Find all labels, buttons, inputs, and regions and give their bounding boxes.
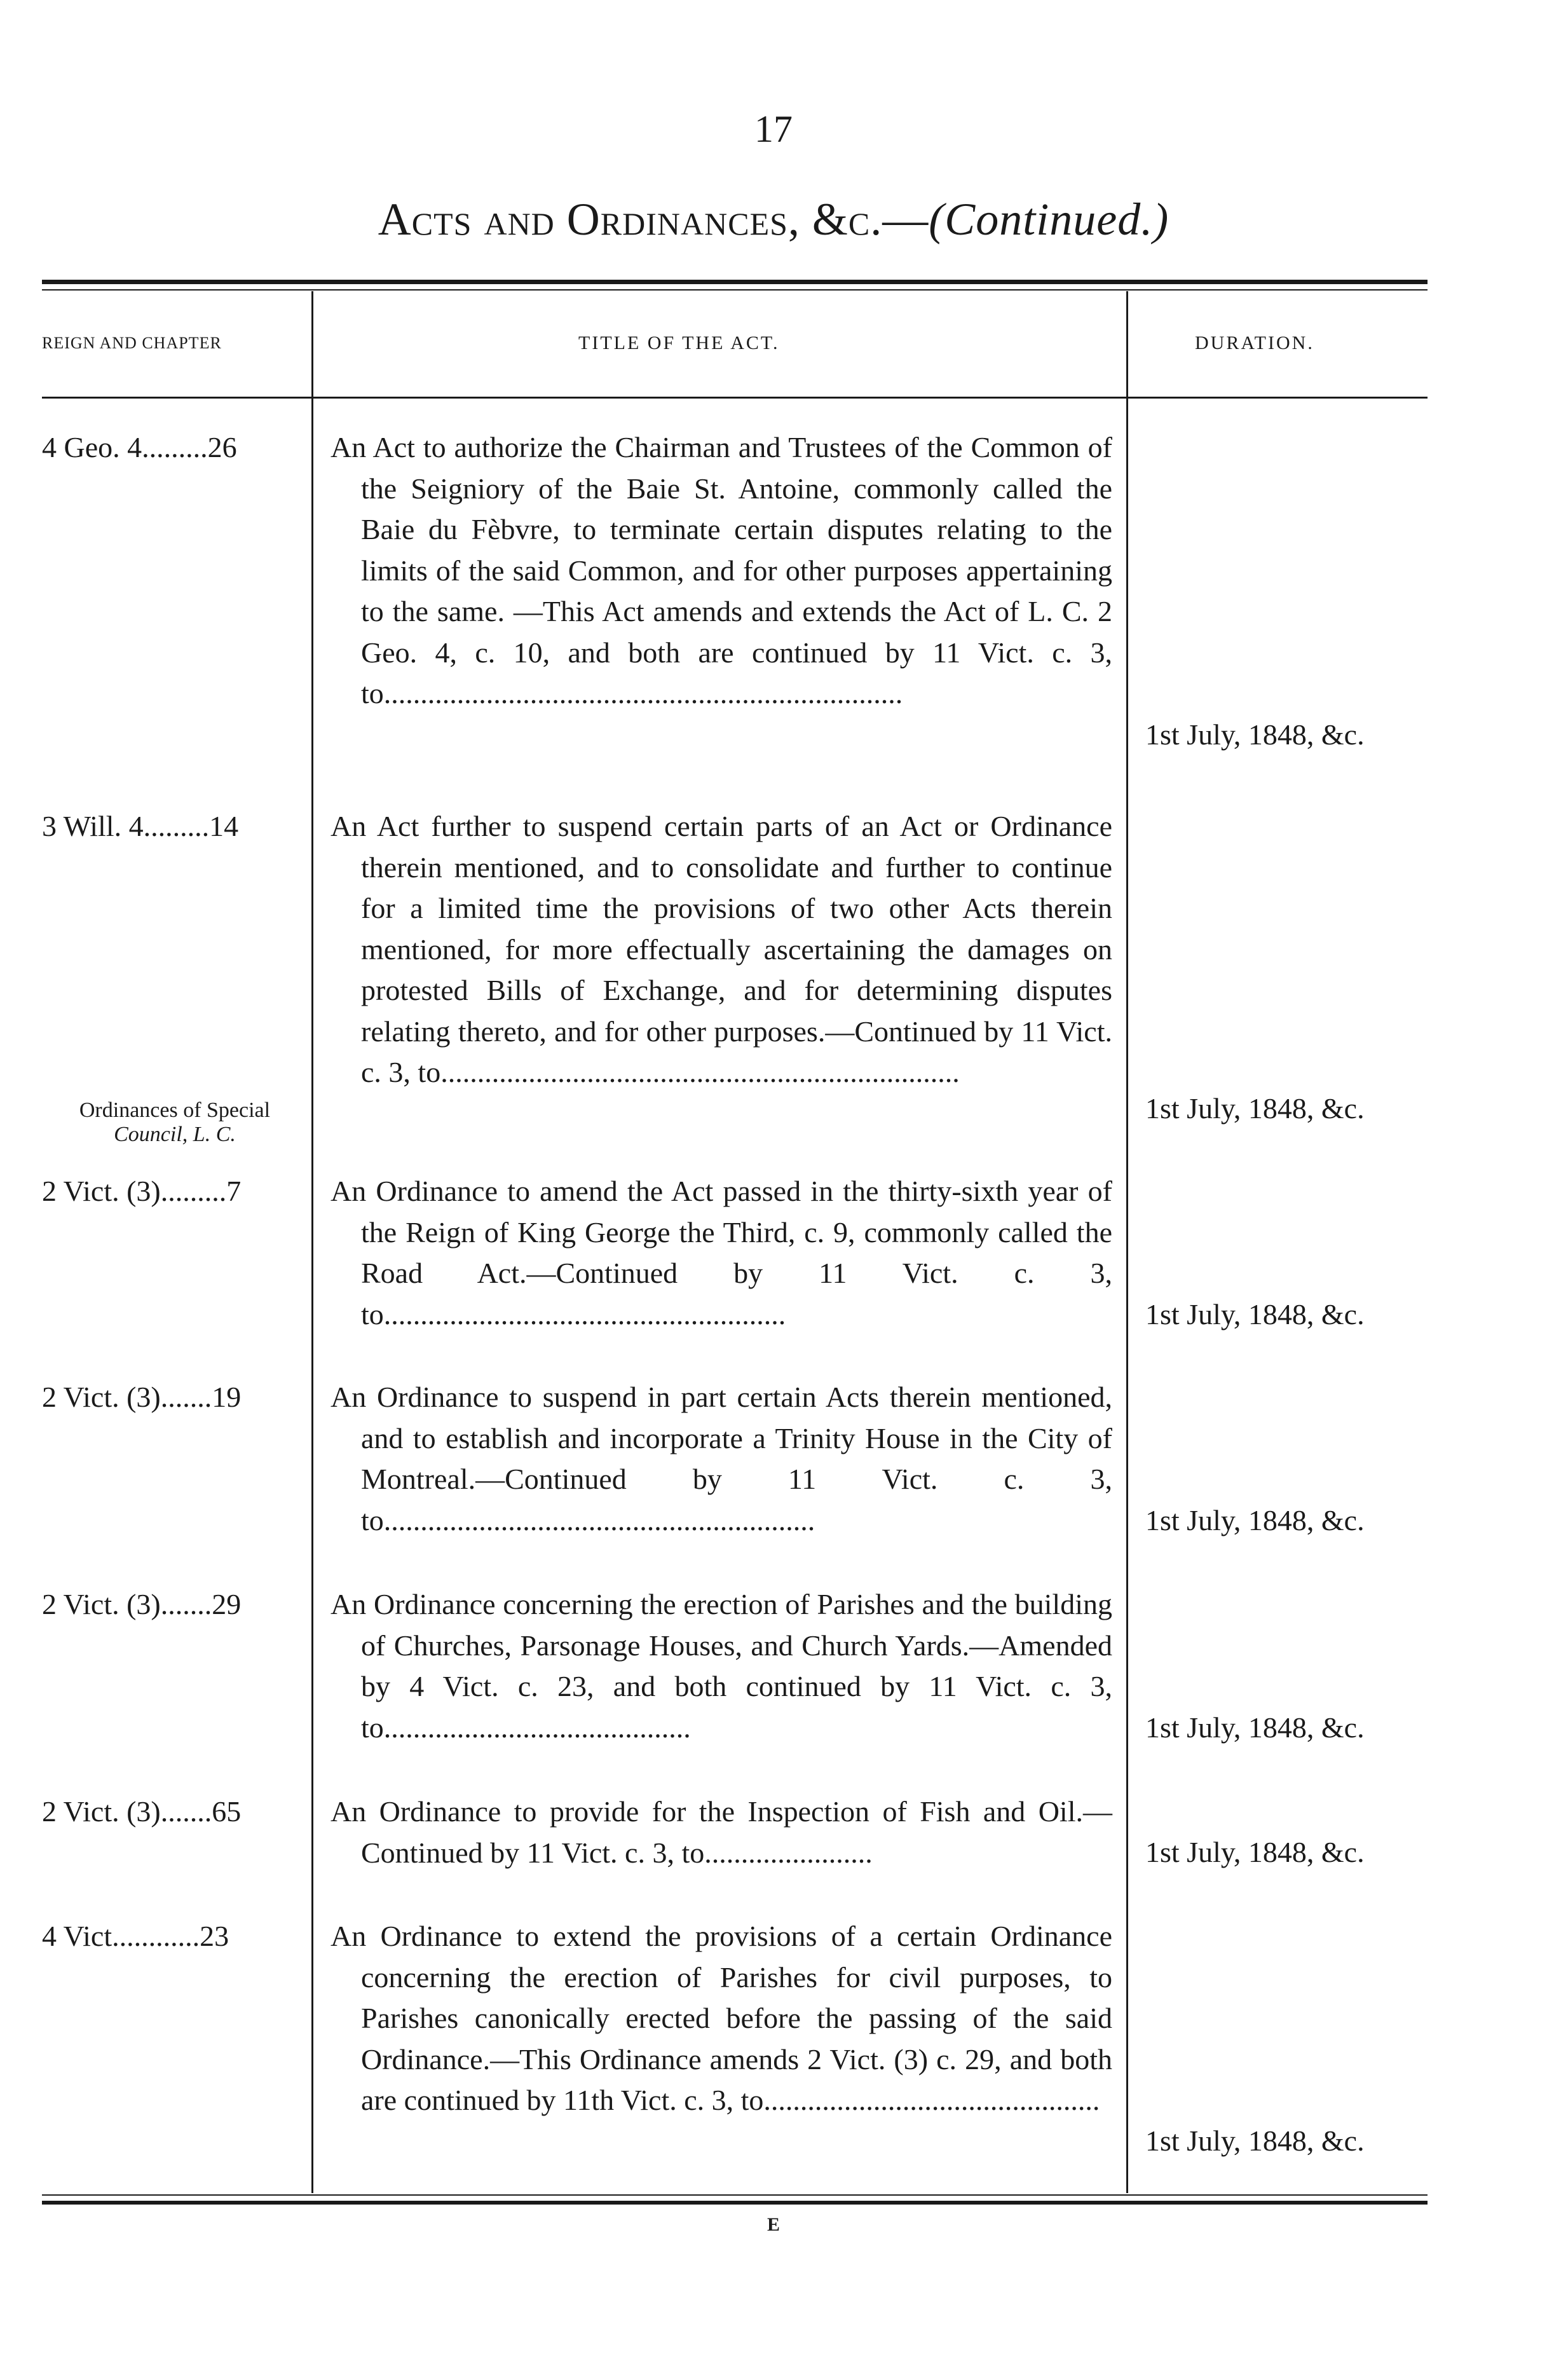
reign-chapter: 4 Vict............23 <box>42 1920 229 1952</box>
duration: 1st July, 1848, &c. <box>1145 1092 1365 1125</box>
column-header-duration: DURATION. <box>1195 332 1314 353</box>
section-heading-line2: Council, L. C. <box>114 1123 236 1146</box>
reign-chapter: 2 Vict. (3).........7 <box>42 1175 242 1207</box>
act-title: An Act further to suspend certain parts of an Act or Ordinance therein mentioned, and to consolidate and further to continue for a limited time the provisions of two other Acts therein mentioned, for more effectually ascertaining the damages on protested Bills of Exchange, and for determining disputes relating thereto, and for other purposes.—Continued by 11 Vict. c. 3, to....................................................................... <box>331 810 1112 1088</box>
header-rule <box>42 397 1428 399</box>
section-heading <box>38 1098 311 1147</box>
act-title: An Ordinance to provide for the Inspection of Fish and Oil.—Continued by 11 Vict. c. 3, to....................... <box>331 1795 1112 1869</box>
duration: 1st July, 1848, &c. <box>1145 1711 1365 1744</box>
act-title: An Ordinance to suspend in part certain Acts therein mentioned, and to establish and incorporate a Trinity House in the City of Montreal.—Continued by 11 Vict. c. 3, to........................................................... <box>331 1381 1112 1536</box>
duration: 1st July, 1848, &c. <box>1145 718 1365 751</box>
page-heading <box>0 191 1547 248</box>
column-divider-left <box>311 291 313 2193</box>
bottom-thick-rule <box>42 2201 1428 2205</box>
signature-mark: E <box>767 2214 780 2235</box>
reign-chapter: 2 Vict. (3).......29 <box>42 1588 242 1620</box>
act-title: An Act to authorize the Chairman and Trustees of the Common of the Seigniory of the Baie St. Antoine, commonly called the Baie du Fèbvre, to terminate certain disputes relating to the limits of the said Common, and for other purposes appertaining to the same. —This Act amends and extends the Act of L. C. 2 Geo. 4, c. 10, and both are continued by 11 Vict. c. 3, to....................................................................... <box>331 431 1112 709</box>
reign-chapter: 3 Will. 4.........14 <box>42 810 239 842</box>
heading-continued: (Continued.) <box>929 194 1169 245</box>
duration: 1st July, 1848, &c. <box>1145 2124 1365 2157</box>
column-header-reign: REIGN AND CHAPTER <box>42 334 222 352</box>
act-title: An Ordinance to amend the Act passed in the thirty-sixth year of the Reign of King George the Third, c. 9, commonly called the Road Act.—Continued by 11 Vict. c. 3, to....................................................... <box>331 1175 1112 1330</box>
reign-chapter: 2 Vict. (3).......19 <box>42 1381 242 1413</box>
section-heading-line1: Ordinances of Special <box>79 1098 271 1122</box>
page-number: 17 <box>754 108 793 150</box>
column-divider-right <box>1126 291 1128 2193</box>
top-thin-rule <box>42 289 1428 291</box>
reign-chapter: 2 Vict. (3).......65 <box>42 1795 242 1828</box>
duration: 1st July, 1848, &c. <box>1145 1504 1365 1536</box>
bottom-thin-rule <box>42 2194 1428 2196</box>
column-header-title: TITLE OF THE ACT. <box>578 332 780 353</box>
duration: 1st July, 1848, &c. <box>1145 1298 1365 1330</box>
act-title: An Ordinance concerning the erection of Parishes and the building of Churches, Parsonage Houses, and Church Yards.—Amended by 4 Vict. c. 23, and both continued by 11 Vict. c. 3, to.......................................... <box>331 1588 1112 1744</box>
duration: 1st July, 1848, &c. <box>1145 1836 1365 1868</box>
reign-chapter: 4 Geo. 4.........26 <box>42 431 237 463</box>
act-title: An Ordinance to extend the provisions of a certain Ordinance concerning the erection of Parishes for civil purposes, to Parishes canonically erected before the passing of the said Ordinance.—This Ordinance amends 2 Vict. (3) c. 29, and both are continued by 11th Vict. c. 3, to.............................................. <box>331 1920 1112 2116</box>
top-thick-rule <box>42 280 1428 284</box>
heading-main: Acts and Ordinances, &c.— <box>378 194 929 245</box>
